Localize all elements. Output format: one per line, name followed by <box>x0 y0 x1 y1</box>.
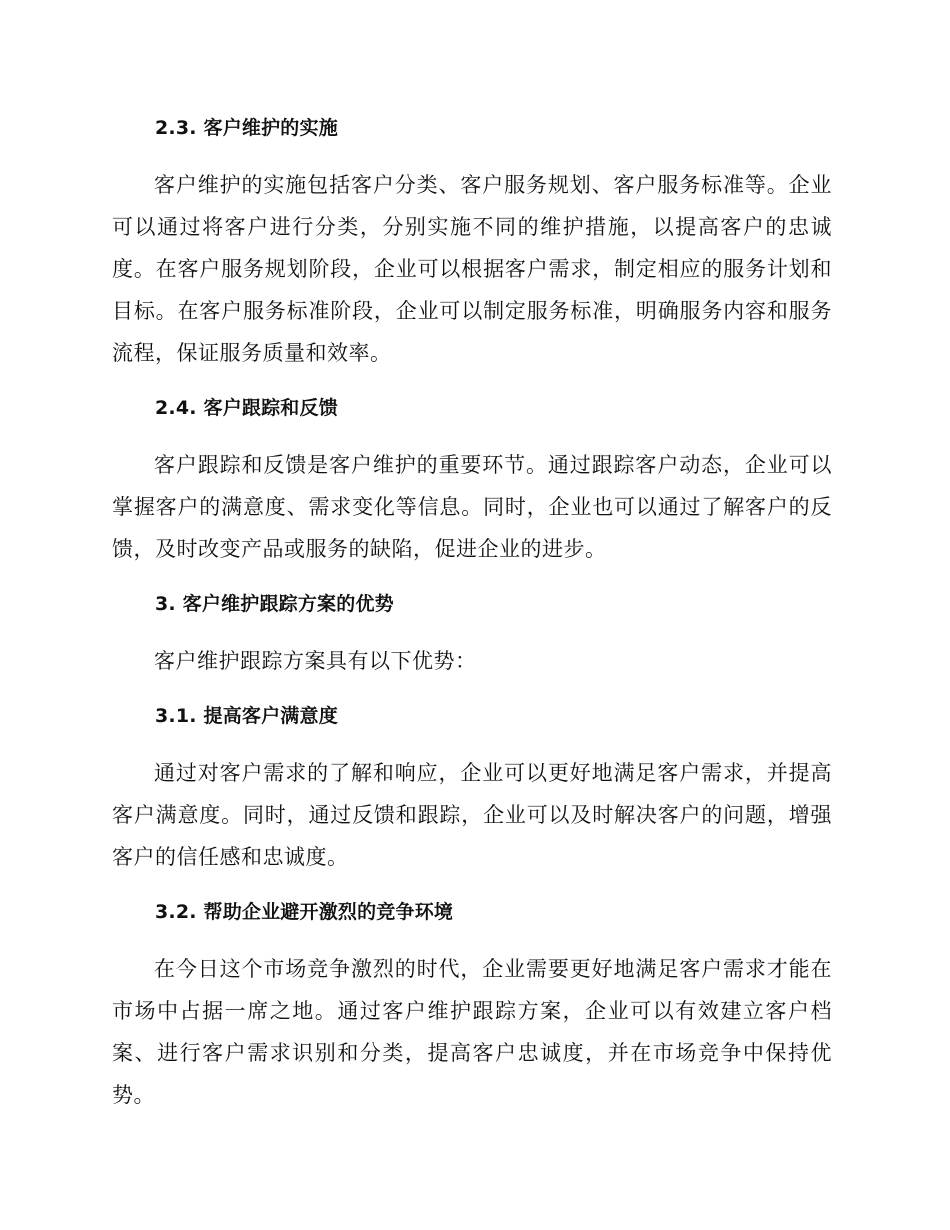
section-heading-3-2: 3.2. 帮助企业避开激烈的竞争环境 <box>155 901 454 923</box>
section-paragraph-3: 客户维护跟踪方案具有以下优势： <box>154 649 477 673</box>
section-paragraph-2-3: 客户维护的实施包括客户分类、客户服务规划、客户服务标准等。企业可以通过将客户进行分类，分别实施不同的维护措施，以提高客户的忠诚度。在客户服务规划阶段，企业可以根据客户需求，制定相应的服务计划和目标。在客户服务标准阶段，企业可以制定服务标准，明确服务内容和服务流程，保证服务质量和效率。 <box>112 173 832 365</box>
document-page <box>112 108 832 1130</box>
section-paragraph-2-4: 客户跟踪和反馈是客户维护的重要环节。通过跟踪客户动态，企业可以掌握客户的满意度、需求变化等信息。同时，企业也可以通过了解客户的反馈，及时改变产品或服务的缺陷，促进企业的进步。 <box>112 453 832 561</box>
section-paragraph-3-1: 通过对客户需求的了解和响应，企业可以更好地满足客户需求，并提高客户满意度。同时，通过反馈和跟踪，企业可以及时解决客户的问题，增强客户的信任感和忠诚度。 <box>112 761 832 869</box>
section-paragraph-3-2: 在今日这个市场竞争激烈的时代，企业需要更好地满足客户需求才能在市场中占据一席之地。通过客户维护跟踪方案，企业可以有效建立客户档案、进行客户需求识别和分类，提高客户忠诚度，并在市场竞争中保持优势。 <box>112 957 832 1107</box>
section-heading-2-4: 2.4. 客户跟踪和反馈 <box>155 397 338 419</box>
section-heading-3: 3. 客户维护跟踪方案的优势 <box>155 593 394 615</box>
section-heading-3-1: 3.1. 提高客户满意度 <box>155 705 338 727</box>
section-heading-2-3: 2.3. 客户维护的实施 <box>155 117 338 139</box>
